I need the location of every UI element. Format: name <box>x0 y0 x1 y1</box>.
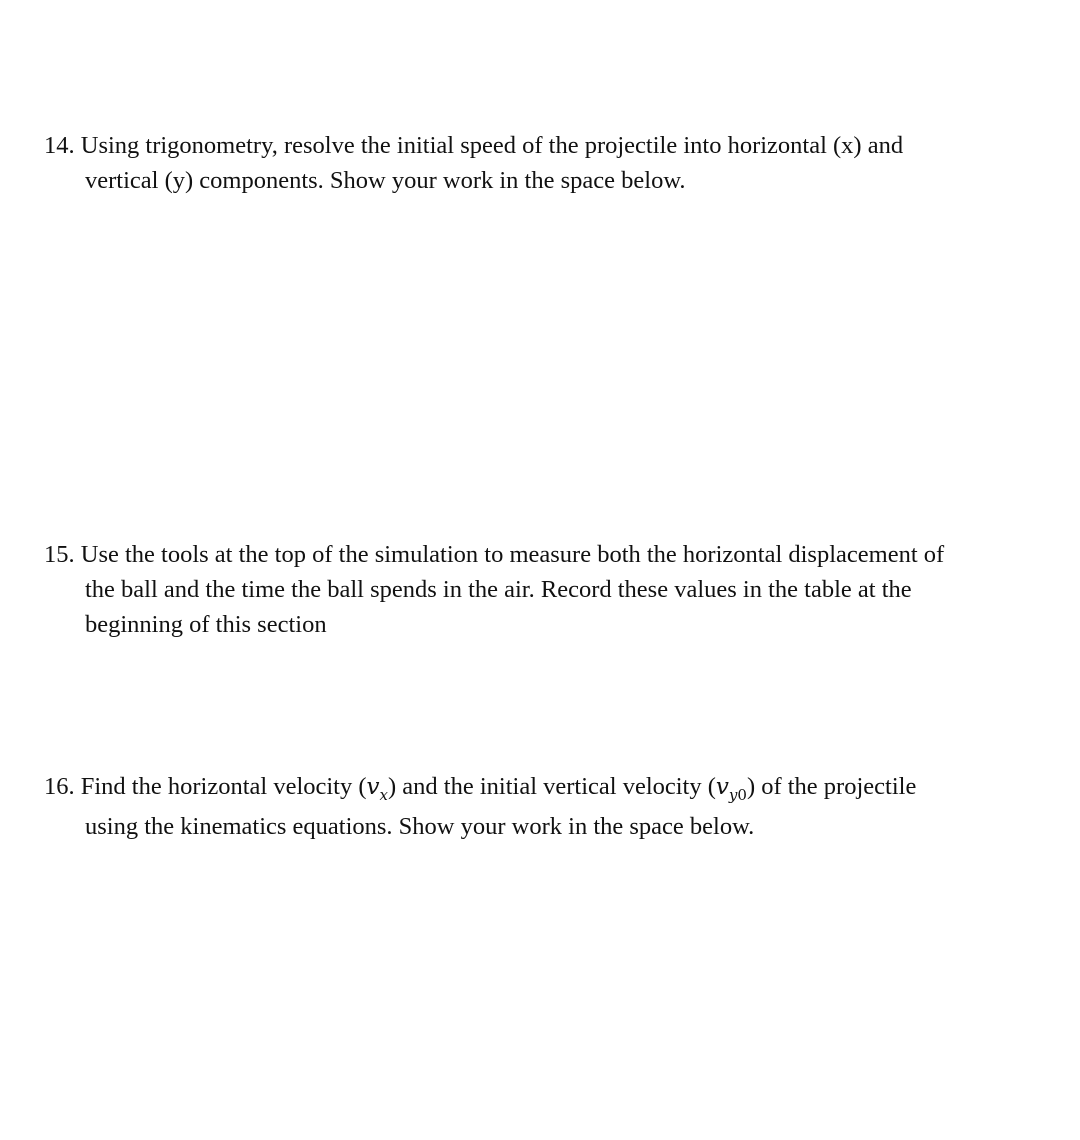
question-text-part-1: Find the horizontal velocity ( <box>80 773 367 800</box>
question-number: 15. <box>44 541 75 568</box>
question-15-line-1 <box>44 537 1080 572</box>
question-text-part-3: ) of the projectile <box>746 773 917 800</box>
question-text-part-2: ) and the initial vertical velocity ( <box>388 773 716 800</box>
question-16-line-2: using the kinematics equations. Show your work in the space below. <box>85 813 755 840</box>
vy0-symbol <box>715 774 747 804</box>
question-15 <box>44 537 1080 642</box>
question-16-line-1 <box>44 768 1080 808</box>
vx-subscript: x <box>379 786 388 804</box>
question-15-line-3: beginning of this section <box>85 611 327 638</box>
vy0-subscript <box>729 786 747 804</box>
question-15-line-2: the ball and the time the ball spends in the air. Record these values in the table at the <box>85 576 912 603</box>
question-number: 14. <box>44 132 75 159</box>
vx-symbol <box>366 774 388 804</box>
vx-variable: v <box>366 774 380 800</box>
question-14-line-2: vertical (y) components. Show your work in the space below. <box>85 167 686 194</box>
question-text: Use the tools at the top of the simulation to measure both the horizontal displacement of <box>80 541 945 568</box>
question-16 <box>44 768 1080 846</box>
vy0-subscript-zero: 0 <box>737 786 747 804</box>
question-number: 16. <box>44 773 75 800</box>
vy0-subscript-y: y <box>728 786 738 804</box>
question-14 <box>44 128 1080 198</box>
question-text: Using trigonometry, resolve the initial speed of the projectile into horizontal (x) and <box>80 132 904 159</box>
question-14-line-1 <box>44 128 1080 163</box>
vy0-variable: v <box>715 774 729 800</box>
